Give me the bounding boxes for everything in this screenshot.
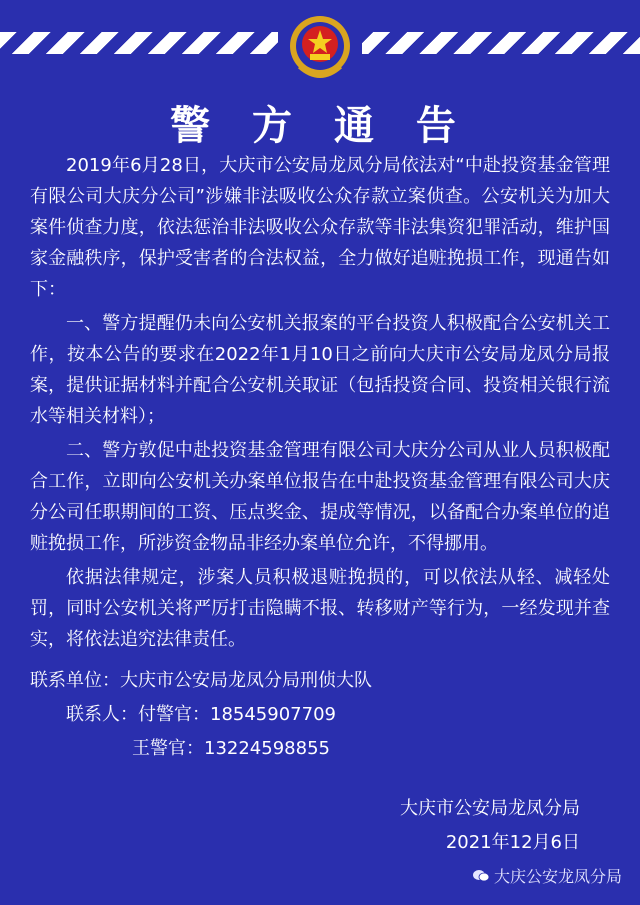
signature-block (400, 792, 580, 860)
contact-section (30, 664, 372, 766)
paragraph-intro: 2019年6月28日，大庆市公安局龙凤分局依法对“中赴投资基金管理有限公司大庆分公司”涉嫌非法吸收公众存款立案侦查。公安机关为加大案件侦查力度，依法惩治非法吸收公众存款等非法集资犯罪活动，维护国家金融秩序，保护受害者的合法权益，全力做好追赃挽损工作，现通告如下： (30, 155, 610, 300)
signature-date: 2021年12月6日 (445, 832, 580, 853)
paragraph-item-2: 二、警方敦促中赴投资基金管理有限公司大庆分公司从业人员积极配合工作，立即向公安机关办案单位报告在中赴投资基金管理有限公司大庆分公司任职期间的工资、压点奖金、提成等情况，以备配合办案单位的追赃挽损工作，所涉资金物品非经办案单位允许，不得挪用。 (30, 440, 610, 554)
paragraph-item-1: 一、警方提醒仍未向公安机关报案的平台投资人积极配合公安机关工作，按本公告的要求在2022年1月10日之前向大庆市公安局龙凤分局报案，提供证据材料并配合公安机关取证（包括投资合同、投资相关银行流水等相关材料）； (30, 313, 610, 427)
emblem-container (278, 10, 362, 86)
paragraph-legal: 依据法律规定，涉案人员积极退赃挽损的，可以依法从轻、减轻处罚，同时公安机关将严厉打击隐瞒不报、转移财产等行为，一经发现并查实，将依法追究法律责任。 (30, 567, 610, 650)
contact-person-2: 王警官：13224598855 (132, 738, 330, 759)
watermark-text: 大庆公安龙凤分局 (493, 867, 622, 886)
signature-org: 大庆市公安局龙凤分局 (400, 798, 580, 819)
page-title: 警 方 通 告 (170, 102, 470, 149)
contact-person-1: 联系人：付警官：18545907709 (66, 704, 336, 725)
notice-body (30, 150, 610, 658)
contact-unit: 联系单位：大庆市公安局龙凤分局刑侦大队 (30, 670, 372, 691)
wechat-icon (472, 869, 490, 883)
watermark (472, 864, 622, 887)
police-emblem-icon (286, 10, 354, 86)
